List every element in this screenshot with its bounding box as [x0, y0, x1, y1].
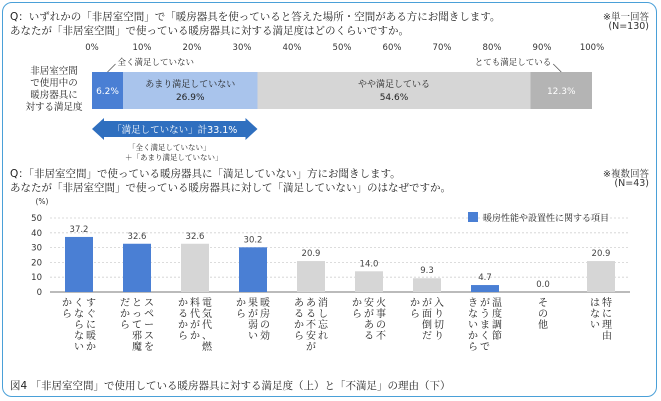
category-label-char: あ [306, 298, 316, 309]
category-label-char: 気 [202, 309, 212, 320]
category-label-char: 入 [434, 298, 444, 309]
callout-line [553, 64, 561, 72]
category-label-char: い [590, 320, 600, 331]
category-label-char: 度 [492, 309, 502, 320]
row-label-line: で使用中の [30, 78, 78, 89]
satisfaction-chart [0, 0, 661, 175]
category-label-char: と [132, 298, 142, 309]
x-tick-label: 50% [332, 43, 352, 53]
category-label-char: ペ [144, 309, 154, 320]
x-tick-label: 10% [132, 43, 152, 53]
category-label-char: を [144, 342, 154, 353]
category-label-char: く [480, 331, 490, 342]
top-sample-size: (N=130) [608, 21, 649, 32]
value-label: 14.0 [359, 259, 379, 270]
category-label-char: 温 [492, 298, 502, 309]
category-label-char: だ [422, 331, 432, 342]
x-tick-label: 90% [532, 43, 552, 53]
category-label-char: 切 [434, 320, 444, 331]
category-label-char: 不 [376, 331, 386, 342]
category-label-char: か [294, 320, 304, 331]
category-label-char: い [74, 342, 84, 353]
category-label-char: 理 [602, 320, 612, 331]
category-label-char: な [74, 331, 84, 342]
category-label-char: い [248, 331, 258, 342]
category-label-char: ら [178, 331, 188, 342]
segment-value-label: 54.6% [379, 93, 409, 103]
x-tick-label: 30% [232, 43, 252, 53]
category-label-char: で [480, 342, 490, 353]
category-label-char: の [538, 309, 548, 320]
reasons-chart [0, 190, 661, 400]
category-label-char: 倒 [422, 320, 432, 331]
bar [355, 271, 383, 292]
value-label: 30.2 [243, 235, 263, 246]
bar [413, 278, 441, 292]
top-question-line2: あなたが「非居室空間」で使っている暖房器具に対する満足度はどのくらいですか。 [10, 25, 409, 37]
top-answer-type: ※単一回答 [603, 12, 649, 23]
value-label: 37.2 [69, 224, 89, 235]
category-label-char: 邪 [132, 331, 142, 342]
bottom-question-line1: Q：「非居室空間」で使っている暖房器具に「満足していない」方にお聞きします。 [10, 168, 401, 180]
annotation-not-at-all: 全く満足していない [117, 58, 195, 68]
category-label-char: ま [480, 320, 490, 331]
summary-note: 「全く満足していない」 [128, 143, 211, 152]
category-label-char: が [364, 309, 374, 320]
category-label-char: か [468, 331, 478, 342]
category-label-char: 面 [422, 309, 432, 320]
y-tick-label: 0 [36, 288, 42, 298]
category-label-char: う [480, 309, 490, 320]
category-label-char: に [86, 320, 96, 331]
category-label-char: の [376, 320, 386, 331]
category-label-char: 暖 [86, 331, 96, 342]
category-label-char: る [178, 309, 188, 320]
category-label-char: 不 [306, 320, 316, 331]
value-label: 9.3 [420, 266, 434, 277]
category-label-char: ら [352, 309, 362, 320]
category-label-char: は [590, 298, 600, 309]
bottom-answer-type: ※複数回答 [603, 169, 649, 180]
value-label: 20.9 [301, 249, 321, 260]
category-label-char: か [62, 298, 72, 309]
category-label-char: が [422, 298, 432, 309]
y-tick-label: 50 [31, 214, 42, 224]
category-label-char: 節 [492, 331, 502, 342]
category-label-char: そ [538, 298, 548, 309]
x-tick-label: 70% [432, 43, 452, 53]
value-label: 32.6 [127, 231, 147, 242]
legend-swatch [468, 212, 478, 222]
annotation-very: とても満足している [474, 58, 552, 68]
bar [123, 244, 151, 292]
category-label-char: 特 [602, 298, 612, 309]
category-label-char: き [468, 298, 478, 309]
x-tick-label: 60% [382, 43, 402, 53]
category-label-char: が [480, 298, 490, 309]
category-label-char: 果 [248, 298, 258, 309]
category-label-char: 安 [364, 298, 374, 309]
category-label-char: か [190, 331, 200, 342]
category-label-char: ら [294, 331, 304, 342]
category-label-char: 由 [602, 331, 612, 342]
category-label-char: な [468, 309, 478, 320]
category-label-char: か [410, 298, 420, 309]
category-label-char: ぐ [86, 309, 96, 320]
category-label-char: ス [144, 298, 154, 309]
category-label-char: る [364, 331, 374, 342]
category-label-char: 電 [202, 298, 212, 309]
category-label-char: り [434, 331, 444, 342]
category-label-char: て [132, 320, 142, 331]
category-label-char: 燃 [202, 342, 212, 353]
summary-note: ＋「あまり満足していない」 [125, 153, 223, 162]
segment-value-label: 12.3% [546, 87, 576, 97]
category-label-char: っ [132, 309, 142, 320]
category-label-char: く [74, 298, 84, 309]
category-label-char: 他 [538, 320, 548, 331]
category-label-char: が [306, 342, 316, 353]
bar-segment-2 [123, 72, 258, 109]
category-label-char: す [86, 298, 96, 309]
category-label-char: か [86, 342, 96, 353]
callout-line [108, 64, 116, 72]
category-label-char: な [74, 309, 84, 320]
bar [297, 261, 325, 292]
bar [471, 285, 499, 292]
category-label-char: 代 [190, 309, 200, 320]
y-axis-unit: (%) [35, 197, 49, 206]
category-label-char: だ [120, 298, 130, 309]
category-label-char: ら [236, 309, 246, 320]
category-label-char: 房 [260, 309, 270, 320]
category-label-char: か [352, 298, 362, 309]
category-label-char: に [602, 309, 612, 320]
category-label-char: ら [62, 309, 72, 320]
x-tick-label: 40% [282, 43, 302, 53]
value-label: 32.6 [185, 231, 205, 242]
top-question-line1: Q：いずれかの「非居室空間」で「暖房器具を使っていると答えた場所・空間がある方にお聞きします。 [10, 11, 501, 23]
bar [65, 237, 93, 292]
x-tick-label: 100% [579, 43, 605, 53]
y-tick-label: 10 [31, 273, 42, 284]
row-label-line: 対する満足度 [25, 102, 83, 113]
category-label-char: ら [410, 309, 420, 320]
category-label-char: 弱 [248, 320, 258, 331]
x-tick-label: 80% [482, 43, 502, 53]
legend-label: 暖房性能や設置性に関する項目 [483, 214, 610, 224]
category-label-char: が [190, 320, 200, 331]
row-label-line: 非居室空間 [30, 66, 78, 77]
segment-name-label: やや満足している [357, 80, 431, 90]
bar-segment-3 [258, 72, 531, 109]
category-label-char: か [236, 298, 246, 309]
category-label-char: 消 [318, 298, 328, 309]
category-label-char: 代 [202, 320, 212, 331]
y-tick-label: 30 [31, 243, 42, 254]
category-label-char: か [120, 309, 130, 320]
x-tick-label: 0% [85, 43, 99, 53]
category-label-char: あ [364, 320, 374, 331]
bar [181, 244, 209, 292]
category-label-char: 効 [260, 331, 270, 342]
y-tick-label: 40 [31, 228, 42, 239]
category-label-char: れ [318, 331, 328, 342]
category-label-char: ー [144, 320, 154, 331]
value-label: 4.7 [478, 273, 492, 284]
row-label-line: 暖房器具に [30, 90, 78, 101]
category-label-char: 暖 [260, 298, 270, 309]
segment-value-label: 6.2% [96, 87, 119, 97]
category-label-char: か [178, 298, 188, 309]
category-label-char: 、 [202, 331, 212, 342]
category-label-char: 火 [376, 298, 386, 309]
category-label-char: が [248, 309, 258, 320]
category-label-char: い [468, 320, 478, 331]
category-label-char: し [318, 309, 328, 320]
value-label: 20.9 [591, 249, 611, 260]
category-label-char: り [434, 309, 444, 320]
x-tick-label: 20% [182, 43, 202, 53]
category-label-char: 忘 [318, 320, 328, 331]
figure-caption: 図4 「非居室空間」で使用している暖房器具に対する満足度（上）と「不満足」の理由（下） [10, 380, 451, 392]
category-label-char: 料 [190, 298, 200, 309]
category-label-char: あ [294, 298, 304, 309]
bottom-sample-size: (N=43) [614, 178, 649, 189]
category-label-char: な [590, 309, 600, 320]
category-label-char: 調 [492, 320, 502, 331]
category-label-char: る [306, 309, 316, 320]
bar [587, 261, 615, 292]
value-label: 0.0 [536, 280, 550, 290]
category-label-char: の [260, 320, 270, 331]
bottom-question-line2: あなたが「非居室空間」で使っている暖房器具に対して「満足していない」のはなぜですか。 [10, 182, 451, 194]
category-label-char: 安 [306, 331, 316, 342]
category-label-char: る [294, 309, 304, 320]
category-label-char: 魔 [132, 342, 142, 353]
category-label-char: ス [144, 331, 154, 342]
category-label-char: ら [468, 342, 478, 353]
summary-label: 「満足していない」計33.1% [112, 125, 238, 136]
segment-value-label: 26.9% [175, 93, 205, 103]
bar [239, 247, 267, 292]
category-label-char: ら [120, 320, 130, 331]
segment-name-label: あまり満足していない [145, 80, 236, 90]
category-label-char: か [178, 320, 188, 331]
category-label-char: ら [74, 320, 84, 331]
category-label-char: 事 [376, 309, 386, 320]
y-tick-label: 20 [31, 258, 42, 269]
